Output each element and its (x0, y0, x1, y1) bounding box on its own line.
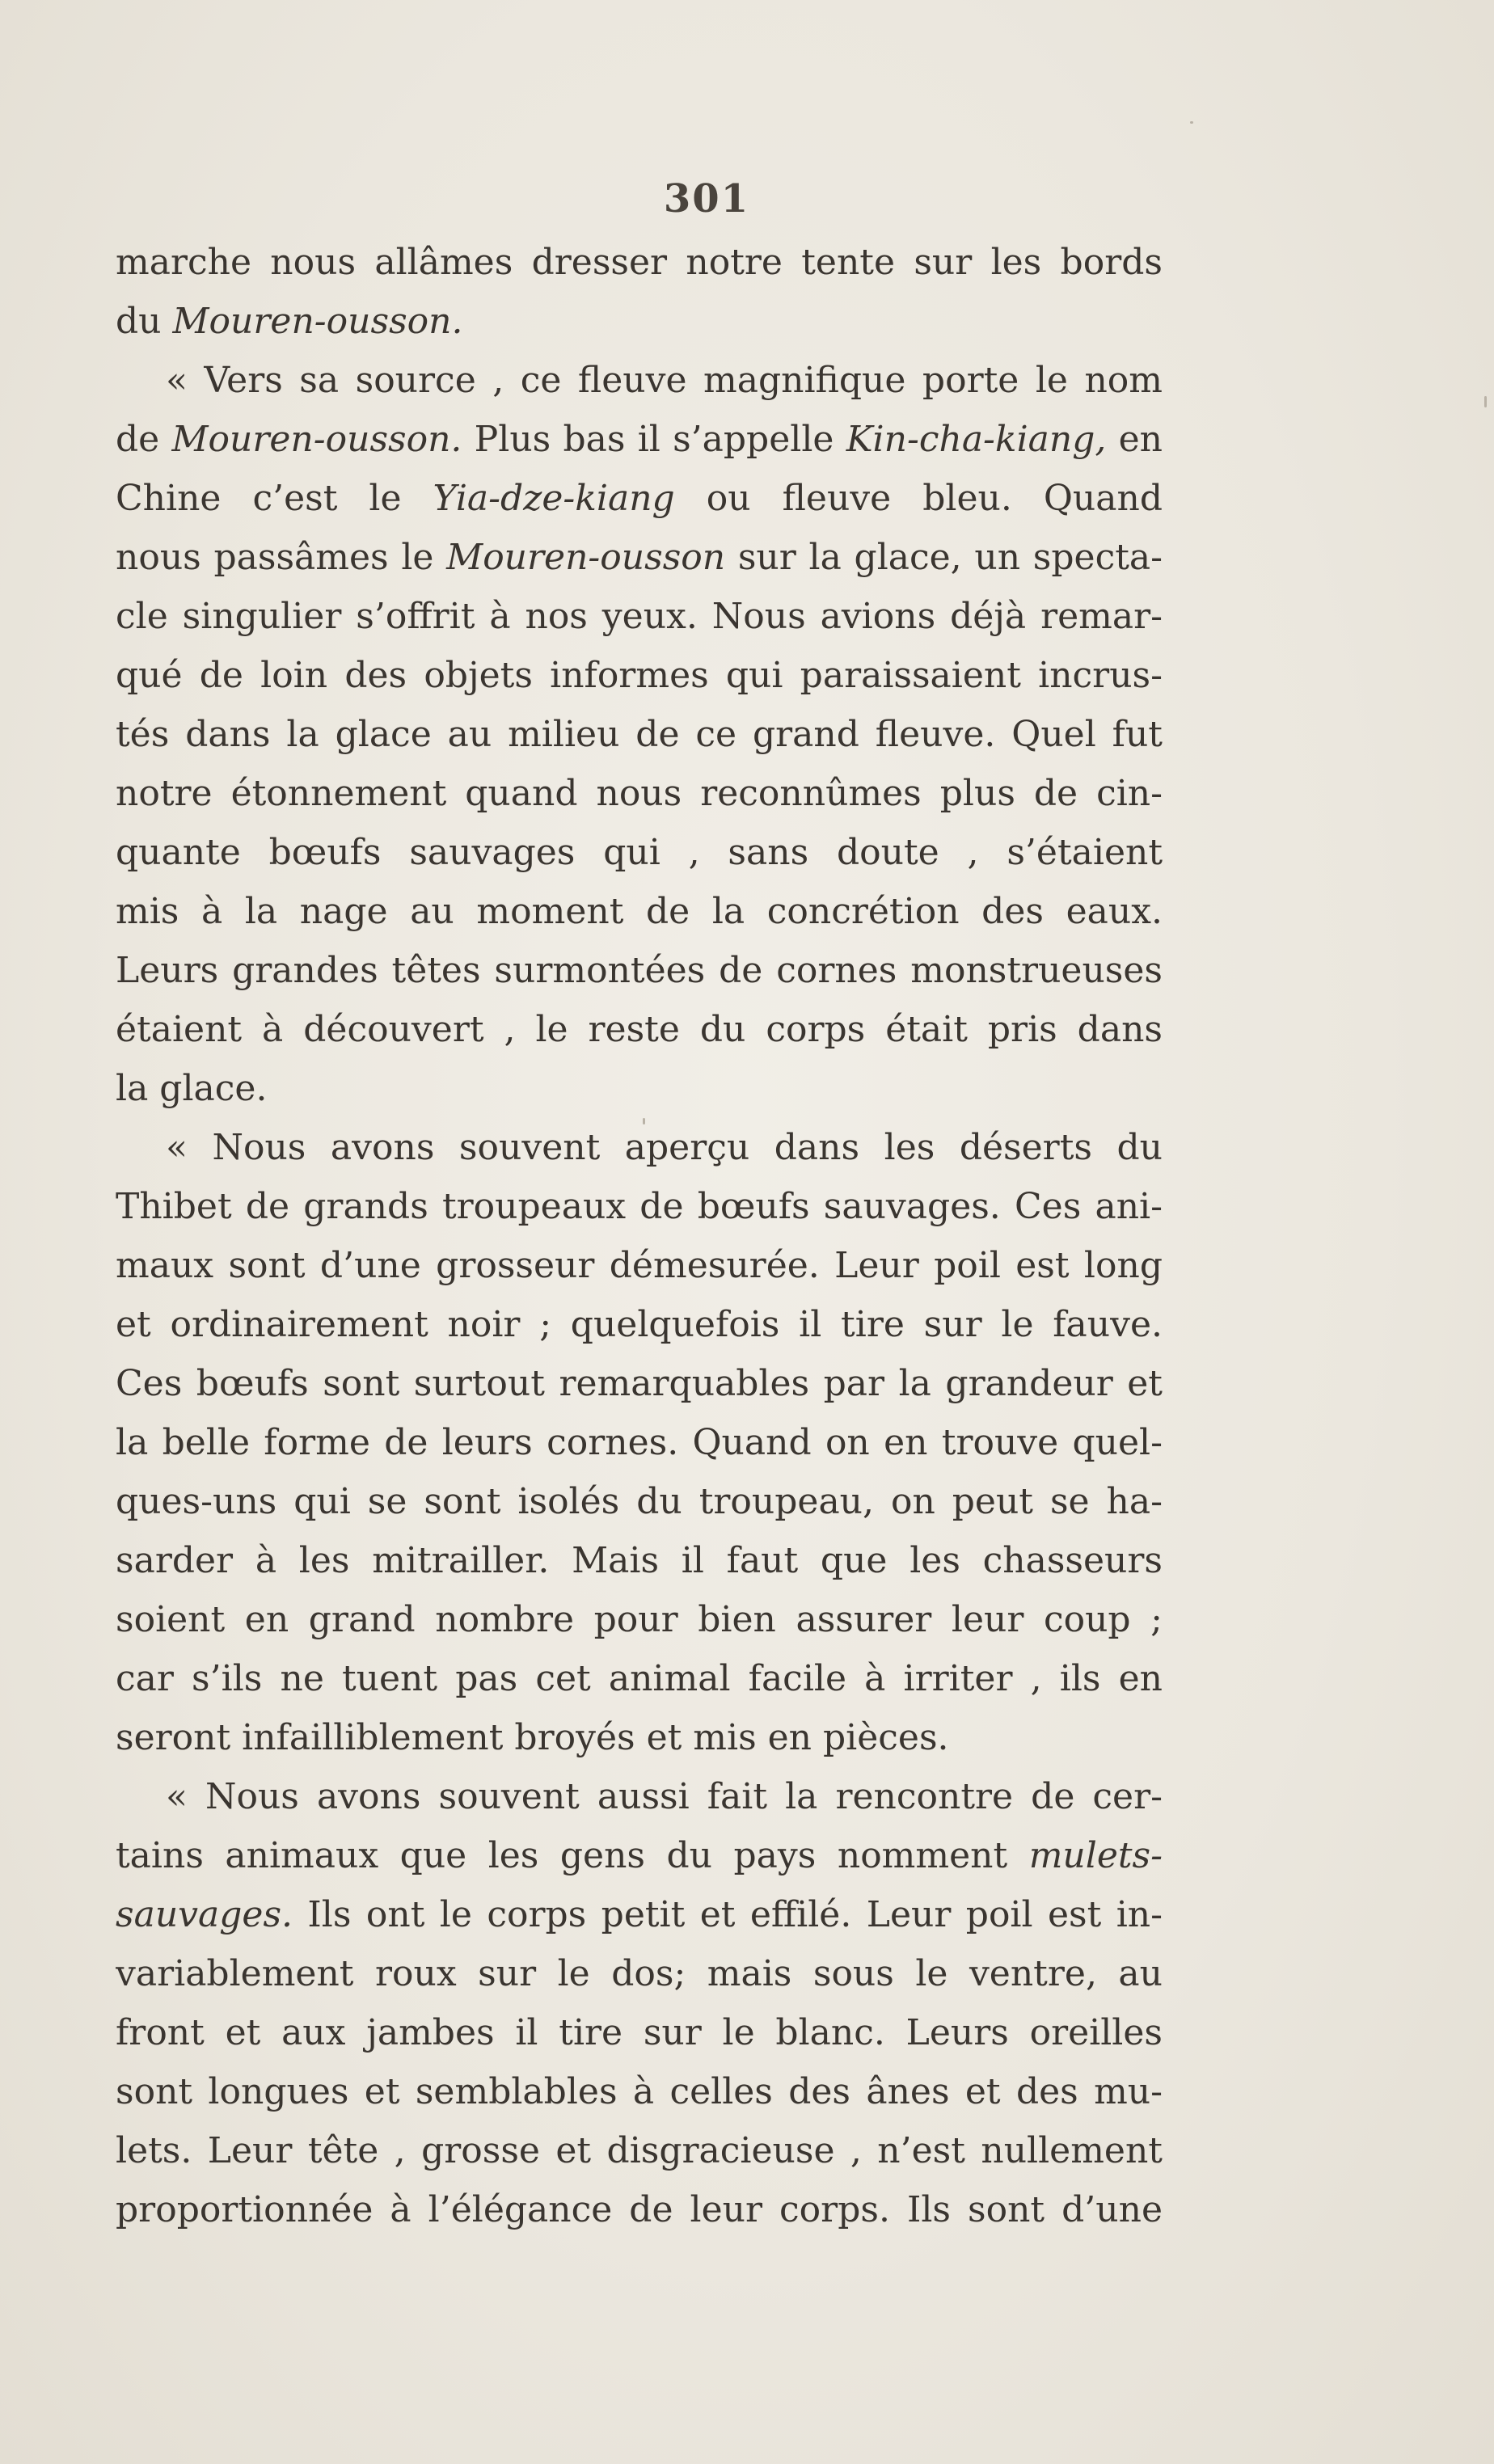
text-line (116, 1354, 1163, 1413)
text-segment: la glace. (116, 1068, 268, 1109)
text-segment: étaient à découvert , le reste du corps était pris dans (116, 1009, 1163, 1050)
text-segment: seront infailliblement broyés et mis en pièces. (116, 1717, 949, 1758)
text-segment: et ordinairement noir ; quelquefois il tire sur le fauve. (116, 1304, 1163, 1345)
text-line (116, 2180, 1163, 2239)
text-segment: front et aux jambes il tire sur le blanc. Leurs oreilles (116, 2012, 1163, 2053)
text-segment: en (1106, 419, 1163, 460)
text-segment: « Nous avons souvent aperçu dans les déserts du (166, 1127, 1163, 1168)
body-text (116, 233, 1163, 2239)
text-line (116, 705, 1163, 764)
text-line (116, 1236, 1163, 1295)
text-segment: tains animaux que les gens du pays nomment (116, 1835, 1029, 1876)
text-segment: « Nous avons souvent aussi fait la rencontre de cer- (166, 1776, 1163, 1817)
text-line (116, 646, 1163, 705)
text-segment: maux sont d’une grosseur démesurée. Leur poil est long (116, 1245, 1163, 1286)
text-line (116, 1059, 1163, 1118)
text-segment: car s’ils ne tuent pas cet animal facile à irriter , ils en (116, 1658, 1163, 1699)
text-line (116, 292, 1163, 351)
text-segment: mis à la nage au moment de la concrétion des eaux. (116, 891, 1163, 932)
text-line (116, 1295, 1163, 1354)
text-line (116, 1708, 1163, 1767)
paper-speck (1484, 396, 1487, 407)
text-line (116, 764, 1163, 823)
text-line (116, 1177, 1163, 1236)
text-segment: lets. Leur tête , grosse et disgracieuse , n’est nullement (116, 2130, 1163, 2171)
text-line (116, 1767, 1163, 1826)
text-segment: notre étonnement quand nous reconnûmes plus de cin- (116, 773, 1163, 814)
text-line (116, 233, 1163, 292)
text-line (116, 1118, 1163, 1177)
text-line (116, 882, 1163, 941)
text-line (116, 941, 1163, 1000)
text-segment: sur la glace, un specta- (725, 537, 1163, 578)
text-segment: sont longues et semblables à celles des ânes et des mu- (116, 2071, 1163, 2112)
italic-text: Mouren-ousson (446, 537, 726, 578)
text-line (116, 1826, 1163, 1885)
text-line (116, 1531, 1163, 1590)
italic-text: Kin-cha-kiang, (846, 419, 1107, 460)
paper-speck (1190, 121, 1193, 124)
text-segment: tés dans la glace au milieu de ce grand fleuve. Quel fut (116, 714, 1163, 755)
text-segment: Thibet de grands troupeaux de bœufs sauvages. Ces ani- (116, 1186, 1163, 1227)
text-segment: sarder à les mitrailler. Mais il faut que les chasseurs (116, 1540, 1163, 1581)
text-segment: cle singulier s’offrit à nos yeux. Nous avions déjà remar- (116, 596, 1163, 637)
text-segment: Chine c’est le (116, 478, 433, 519)
italic-text: sauvages. (116, 1894, 293, 1935)
text-line (116, 1000, 1163, 1059)
text-segment: soient en grand nombre pour bien assurer leur coup ; (116, 1599, 1163, 1640)
text-line (116, 1413, 1163, 1472)
text-line (116, 1944, 1163, 2003)
text-segment: Leurs grandes têtes surmontées de cornes monstrueuses (116, 950, 1163, 991)
text-segment: Ils ont le corps petit et effilé. Leur poil est in- (293, 1894, 1163, 1935)
text-line (116, 1649, 1163, 1708)
text-segment: Plus bas il s’appelle (462, 419, 846, 460)
text-line (116, 2062, 1163, 2121)
italic-text: Mouren-ousson. (172, 301, 463, 342)
text-line (116, 1885, 1163, 1944)
text-segment: Ces bœufs sont surtout remarquables par la grandeur et (116, 1363, 1163, 1404)
italic-text: mulets- (1028, 1835, 1163, 1876)
text-line (116, 2121, 1163, 2180)
text-segment: proportionnée à l’élégance de leur corps. Ils sont d’une (116, 2189, 1163, 2230)
text-line (116, 2003, 1163, 2062)
page-number: 301 (663, 176, 750, 222)
paper-speck (643, 1118, 645, 1124)
text-line (116, 528, 1163, 587)
text-segment: ques-uns qui se sont isolés du troupeau, on peut se ha- (116, 1481, 1163, 1522)
text-segment: de (116, 419, 172, 460)
text-segment: quante bœufs sauvages qui , sans doute , s’étaient (116, 832, 1163, 873)
text-line (116, 587, 1163, 646)
italic-text: Mouren-ousson. (171, 419, 462, 460)
italic-text: Yia-dze-kiang (433, 478, 675, 519)
text-segment: « Vers sa source , ce fleuve magnifique porte le nom (166, 360, 1163, 401)
text-segment: variablement roux sur le dos; mais sous le ventre, au (116, 1953, 1163, 1994)
text-line (116, 351, 1163, 410)
text-line (116, 469, 1163, 528)
text-segment: la belle forme de leurs cornes. Quand on en trouve quel- (116, 1422, 1163, 1463)
text-line (116, 1590, 1163, 1649)
text-segment: qué de loin des objets informes qui paraissaient incrus- (116, 655, 1163, 696)
text-segment: nous passâmes le (116, 537, 447, 578)
text-segment: ou fleuve bleu. Quand (674, 478, 1163, 519)
text-segment: du (116, 301, 173, 342)
text-line (116, 410, 1163, 469)
text-line (116, 823, 1163, 882)
text-segment: marche nous allâmes dresser notre tente sur les bords (116, 242, 1163, 283)
text-line (116, 1472, 1163, 1531)
